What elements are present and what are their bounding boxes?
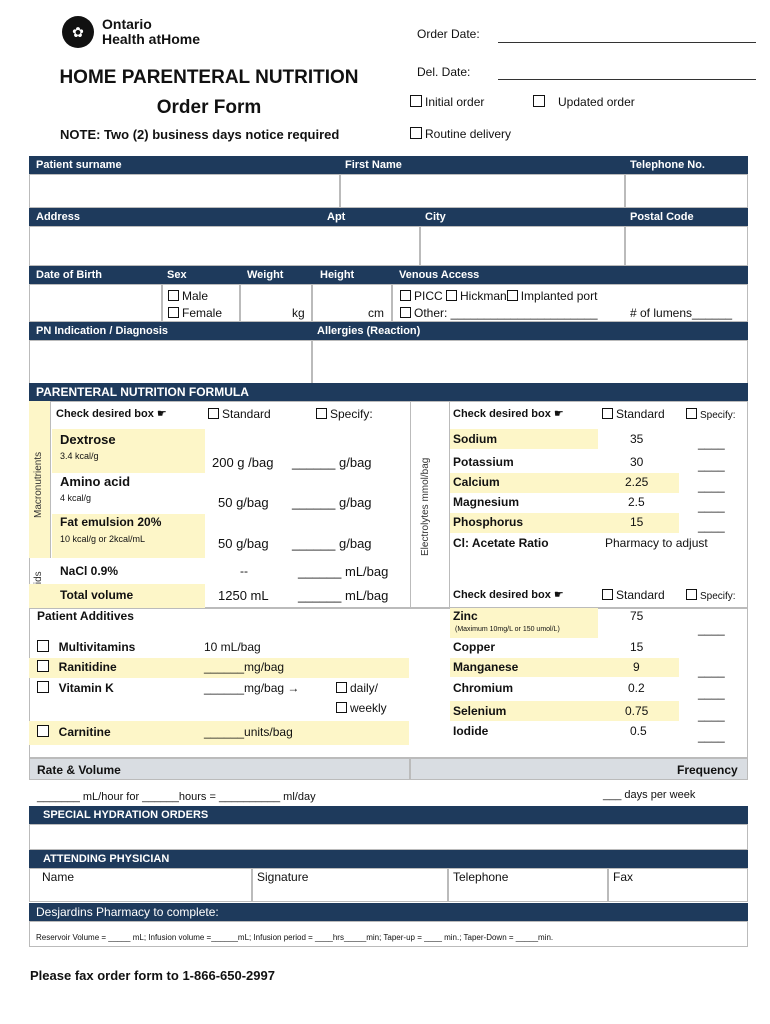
trace-standard-checkbox[interactable] (602, 589, 613, 600)
zinc-specify[interactable]: ____ (698, 622, 725, 636)
updated-order-checkbox[interactable] (533, 95, 545, 107)
patient-band-2 (29, 208, 748, 226)
order-date-field[interactable] (498, 42, 756, 43)
potassium-value: 30 (630, 455, 644, 469)
allergies-label: Allergies (Reaction) (317, 325, 421, 337)
surname-field[interactable] (29, 174, 340, 208)
trace-check-label: Check desired box (453, 589, 551, 601)
multivitamins-checkbox[interactable] (37, 640, 49, 652)
notice: NOTE: Two (2) business days notice required (60, 127, 340, 142)
rate-line[interactable]: _______ mL/hour for ______hours = __________ ml/day (37, 791, 316, 803)
zinc-value: 75 (630, 609, 644, 623)
electrolytes-label: Electrolytes mmol/bag (420, 457, 431, 556)
routine-delivery-label: Routine delivery (425, 127, 512, 141)
pointing-hand-icon: ☛ (553, 408, 564, 420)
dob-label: Date of Birth (36, 269, 102, 281)
physician-name-label: Name (42, 870, 75, 884)
amino-kcal: 4 kcal/g (60, 493, 92, 503)
carnitine-label: Carnitine (58, 725, 111, 739)
vitamin-k-checkbox[interactable] (37, 681, 49, 693)
fax-footer: Please fax order form to 1-866-650-2997 (30, 968, 275, 983)
fat-label: Fat emulsion 20% (60, 515, 162, 529)
special-hydration-title: SPECIAL HYDRATION ORDERS (43, 809, 209, 821)
patient-band-1 (29, 156, 748, 174)
nacl-label: NaCl 0.9% (60, 564, 119, 578)
electrolyte-specify-checkbox[interactable] (686, 408, 697, 419)
copper-value: 15 (630, 640, 644, 654)
zinc-label: Zinc (453, 609, 478, 623)
magnesium-label: Magnesium (453, 495, 520, 509)
apt-label: Apt (327, 211, 346, 223)
manganese-specify[interactable]: ____ (698, 664, 725, 678)
male-label: Male (182, 289, 209, 303)
sex-label: Sex (167, 269, 187, 281)
total-volume-label: Total volume (60, 588, 134, 602)
phosphorus-specify[interactable]: ____ (698, 519, 725, 533)
calcium-specify[interactable]: ____ (698, 479, 725, 493)
magnesium-specify[interactable]: ____ (698, 499, 725, 513)
multivitamins-label: Multivitamins (58, 640, 136, 654)
cm-unit: cm (368, 306, 384, 320)
other-label: Other: ______________________ (414, 306, 598, 320)
carnitine-checkbox[interactable] (37, 725, 49, 737)
electrolyte-standard-label: Standard (616, 407, 665, 421)
frequency-title: Frequency (677, 763, 738, 777)
order-date-label: Order Date: (417, 27, 480, 41)
ranitidine-value[interactable]: ______mg/bag (204, 660, 285, 674)
del-date-label: Del. Date: (417, 65, 471, 79)
pharmacy-band (29, 903, 748, 921)
ranitidine-checkbox[interactable] (37, 660, 49, 672)
vitamin-k-label: Vitamin K (58, 681, 114, 695)
total-volume-specify[interactable]: ______ mL/bag (298, 588, 389, 603)
physician-signature-label: Signature (257, 870, 309, 884)
kg-unit: kg (292, 306, 305, 320)
hickman-checkbox[interactable] (446, 290, 457, 301)
macro-specify-checkbox[interactable] (316, 408, 327, 419)
female-label: Female (182, 306, 223, 320)
trillium-icon: ✿ (62, 16, 94, 48)
ranitidine-label: Ranitidine (58, 660, 117, 674)
sodium-value: 35 (630, 432, 644, 446)
electrolyte-standard-checkbox[interactable] (602, 408, 613, 419)
patient-band-3 (29, 266, 748, 284)
logo-line1: Ontario (102, 16, 152, 32)
initial-order-checkbox[interactable] (410, 95, 422, 107)
multivitamins-value: 10 mL/bag (204, 640, 261, 654)
postal-label: Postal Code (630, 211, 694, 223)
magnesium-value: 2.5 (628, 495, 645, 509)
physician-band (29, 850, 748, 868)
formula-title: PARENTERAL NUTRITION FORMULA (36, 385, 249, 399)
chromium-value: 0.2 (628, 681, 645, 695)
male-checkbox[interactable] (168, 290, 179, 301)
carnitine-value[interactable]: ______units/bag (204, 725, 293, 739)
telephone-field[interactable] (625, 174, 748, 208)
updated-order-label: Updated order (558, 95, 635, 109)
weekly-label: weekly (350, 701, 387, 715)
cl-acetate-label: Cl: Acetate Ratio (453, 536, 549, 550)
fat-specify[interactable]: ______ g/bag (292, 536, 372, 551)
physician-telephone-label: Telephone (453, 870, 509, 884)
physician-title: ATTENDING PHYSICIAN (43, 853, 170, 865)
telephone-label: Telephone No. (630, 159, 705, 171)
routine-delivery-checkbox[interactable] (410, 127, 422, 139)
pharmacy-title: Desjardins Pharmacy to complete: (36, 905, 219, 919)
trace-standard-label: Standard (616, 588, 665, 602)
fat-kcal: 10 kcal/g or 2kcal/mL (60, 534, 146, 544)
city-label: City (425, 211, 446, 223)
special-hydration-field[interactable] (29, 824, 748, 850)
calcium-label: Calcium (453, 475, 500, 489)
first-name-label: First Name (345, 159, 402, 171)
dextrose-kcal: 3.4 kcal/g (60, 451, 99, 461)
city-field[interactable] (420, 226, 625, 266)
address-field[interactable] (29, 226, 420, 266)
dextrose-value: 200 g /bag (212, 455, 274, 470)
physician-fax-label: Fax (613, 870, 634, 884)
calcium-value: 2.25 (625, 475, 649, 489)
logo-line2: Health atHome (102, 31, 201, 47)
iodide-label: Iodide (453, 724, 489, 738)
phosphorus-value: 15 (630, 515, 644, 529)
total-volume-value: 1250 mL (218, 588, 269, 603)
implanted-checkbox[interactable] (507, 290, 518, 301)
dextrose-label: Dextrose (60, 432, 116, 447)
surname-label: Patient surname (36, 159, 122, 171)
picc-checkbox[interactable] (400, 290, 411, 301)
macro-standard-label: Standard (222, 407, 271, 421)
form-title: HOME PARENTERAL NUTRITION (59, 67, 359, 88)
manganese-value: 9 (633, 660, 640, 674)
potassium-specify[interactable]: ____ (698, 458, 725, 472)
nacl-value: -- (240, 564, 248, 578)
manganese-label: Manganese (453, 660, 519, 674)
first-name-field[interactable] (340, 174, 625, 208)
daily-checkbox[interactable] (336, 682, 347, 693)
rate-volume-title: Rate & Volume (37, 763, 121, 777)
height-label: Height (320, 269, 355, 281)
macro-specify-label: Specify: (330, 407, 373, 421)
initial-order-label: Initial order (425, 95, 485, 109)
potassium-label: Potassium (453, 455, 514, 469)
chromium-label: Chromium (453, 681, 513, 695)
implanted-label: Implanted port (520, 289, 598, 303)
daily-label: daily/ (350, 681, 379, 695)
days-per-week[interactable]: ___ days per week (603, 789, 696, 801)
pn-indication-label: PN Indication / Diagnosis (36, 325, 169, 337)
copper-label: Copper (453, 640, 495, 654)
cl-acetate-value: Pharmacy to adjust (605, 536, 708, 550)
vitamin-k-value[interactable]: ______mg/bag → (204, 681, 300, 695)
pn-indication-field[interactable] (29, 340, 312, 384)
dob-field[interactable] (29, 284, 162, 322)
sodium-label: Sodium (453, 432, 497, 446)
postal-field[interactable] (625, 226, 748, 266)
electrolyte-check-label: Check desired box (453, 408, 551, 420)
selenium-specify[interactable]: ____ (698, 708, 725, 722)
other-checkbox[interactable] (400, 307, 411, 318)
macronutrients-label: Macronutrients (33, 451, 44, 518)
trace-specify-label: Specify: (700, 591, 736, 602)
iodide-value: 0.5 (630, 724, 647, 738)
zinc-note: (Maximum 10mg/L or 150 umol/L) (455, 626, 560, 633)
weight-label: Weight (247, 269, 284, 281)
electrolyte-specify-label: Specify: (700, 410, 736, 421)
fat-value: 50 g/bag (218, 536, 269, 551)
patient-band-4 (29, 322, 748, 340)
iodide-specify[interactable]: ____ (698, 729, 725, 743)
formula-band (29, 383, 748, 401)
address-label: Address (36, 211, 81, 223)
pointing-hand-icon: ☛ (553, 589, 564, 601)
macro-standard-checkbox[interactable] (208, 408, 219, 419)
amino-specify[interactable]: ______ g/bag (292, 495, 372, 510)
phosphorus-label: Phosphorus (453, 515, 524, 529)
female-checkbox[interactable] (168, 307, 179, 318)
amino-value: 50 g/bag (218, 495, 269, 510)
macro-check-label: Check desired box (56, 408, 154, 420)
allergies-field[interactable] (312, 340, 748, 384)
selenium-label: Selenium (453, 704, 507, 718)
pointing-hand-icon: ☛ (156, 408, 167, 420)
amino-label: Amino acid (60, 474, 131, 489)
form-subtitle: Order Form (156, 97, 262, 118)
picc-label: PICC (414, 289, 443, 303)
additives-title: Patient Additives (37, 609, 134, 623)
hickman-label: Hickman (460, 289, 507, 303)
weekly-checkbox[interactable] (336, 702, 347, 713)
nacl-specify[interactable]: ______ mL/bag (298, 564, 389, 579)
logo (62, 16, 200, 48)
lumens-field[interactable]: # of lumens______ (630, 306, 733, 320)
venous-label: Venous Access (399, 269, 480, 281)
trace-specify-checkbox[interactable] (686, 589, 697, 600)
dextrose-specify[interactable]: ______ g/bag (292, 455, 372, 470)
chromium-specify[interactable]: ____ (698, 686, 725, 700)
sodium-specify[interactable]: ____ (698, 436, 725, 450)
special-hydration-band (29, 806, 748, 824)
del-date-field[interactable] (498, 79, 756, 80)
pharmacy-line[interactable]: Reservoir Volume = _____ mL; Infusion volume =______mL; Infusion period = ____hrs_____min; Taper-up = ____ min.; Taper-Down = _____min. (36, 933, 554, 942)
selenium-value: 0.75 (625, 704, 649, 718)
